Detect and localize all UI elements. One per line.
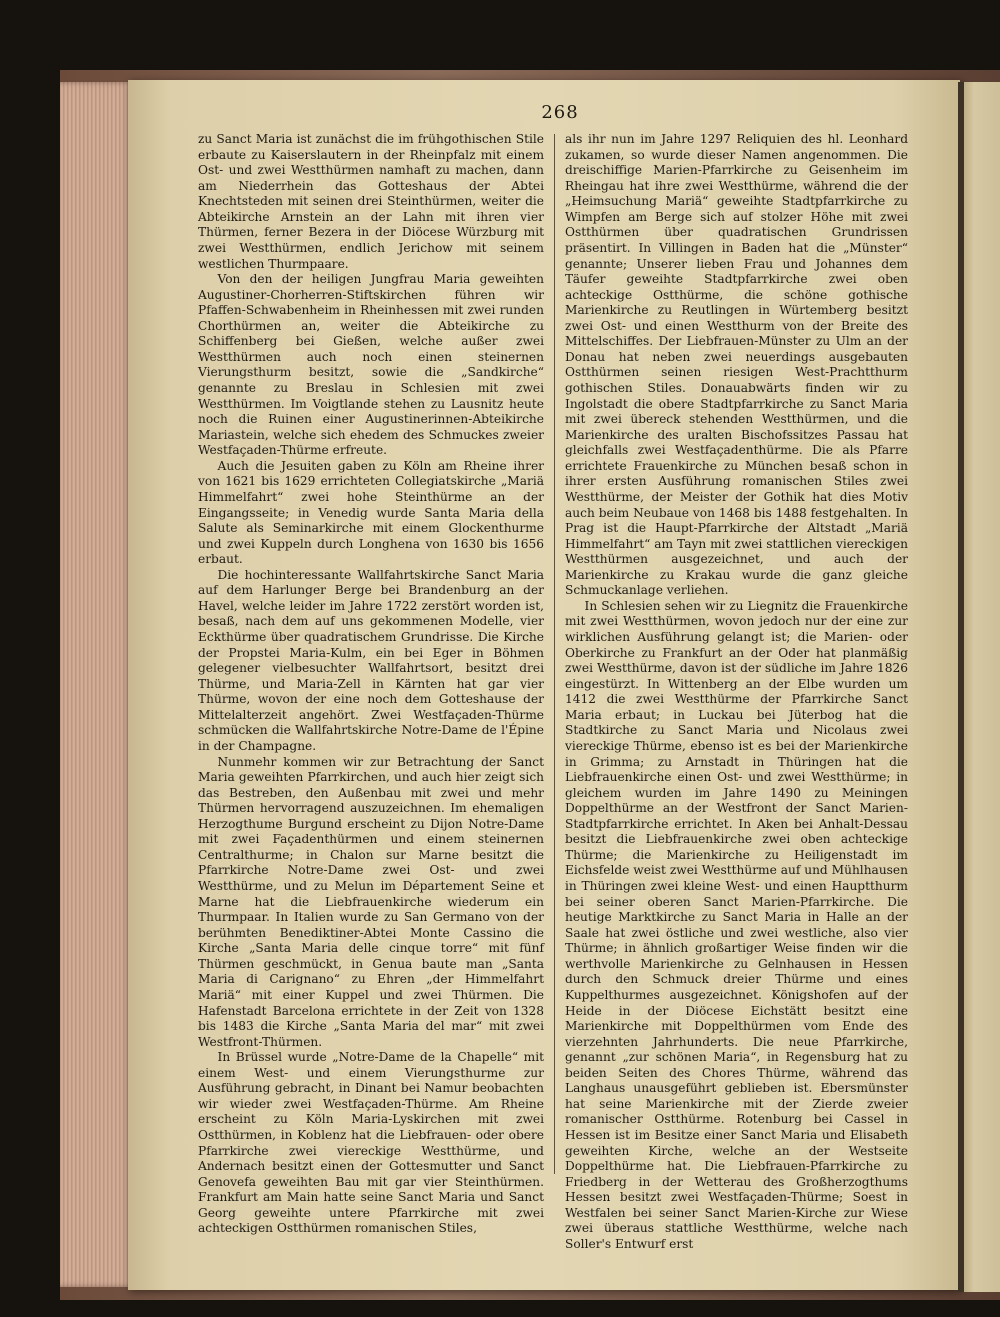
page-gutter	[958, 82, 964, 1292]
paragraph: In Brüssel wurde „Notre-Dame de la Chapelle“ mit einem West- und einem Vierungsthurme zur Ausführung gebracht, in Dinant bei Namur beobachten wir wieder zwei Westfaçaden-Thürme. Am Rheine erscheint zu Köln Maria-Lyskirchen mit zwei Ostthürmen, in Koblenz hat die Liebfrauen- oder obere Pfarrkirche zwei viereckige Westthürme, und Andernach besitzt einen der Gottesmutter und Sanct Genovefa geweihten Bau mit gar vier Steinthürmen. Frankfurt am Main hatte seine Sanct Maria und Sanct Georg geweihte untere Pfarrkirche mit zwei achteckigen Ostthürmen romanischen Stiles,	[198, 1050, 544, 1236]
page-stack-edge	[60, 82, 134, 1287]
facing-page-edge	[960, 82, 1000, 1292]
page-number: 268	[541, 102, 579, 123]
paragraph: Die hochinteressante Wallfahrtskirche Sanct Maria auf dem Harlunger Berge bei Brandenburg an der Havel, welche leider im Jahre 1722 zerstört worden ist, besaß, nach dem auf uns gekommenen Modelle, vier Eckthürme über quadratischem Grundrisse. Die Kirche der Propstei Maria-Kulm, ein bei Eger in Böhmen gelegener vielbesuchter Wallfahrtsort, besitzt drei Thürme, und Maria-Zell in Kärnten hat gar vier Thürme, wovon der eine noch dem Gotteshause der Mittelalterzeit angehört. Zwei Westfaçaden-Thürme schmücken die Wallfahrtskirche Notre-Dame de l'Épine in der Champagne.	[198, 567, 544, 753]
paragraph: In Schlesien sehen wir zu Liegnitz die Frauenkirche mit zwei Westthürmen, wovon jedoch nur der eine zur wirklichen Ausführung gelangt ist; die Marien- oder Oberkirche zu Frankfurt an der Oder hat planmäßig zwei Westthürme, davon ist der südliche im Jahre 1826 eingestürzt. In Wittenberg an der Elbe wurden um 1412 die zwei Westthürme der Pfarrkirche Sanct Maria erbaut; in Luckau bei Jüterbog hat die Stadtkirche zu Sanct Maria und Nicolaus zwei viereckige Thürme, ebenso ist es bei der Marienkirche in Grimma; zu Arnstadt in Thüringen hat die Liebfrauenkirche einen Ost- und zwei Westthürme; in gleichem wurden im Jahre 1490 zu Meiningen Doppelthürme an der Westfront der Sanct Marien-Stadtpfarrkirche errichtet. In Aken bei Anhalt-Dessau besitzt die Liebfrauenkirche zwei oben achteckige Thürme; die Marienkirche zu Heiligenstadt im Eichsfelde weist zwei Westthürme auf und Mühlhausen in Thüringen zwei kleine West- und einen Hauptthurm bei seiner oberen Sanct Marien-Pfarrkirche. Die heutige Marktkirche zu Sanct Maria in Halle an der Saale hat zwei östliche und zwei westliche, also vier Thürme; in ähnlich großartiger Weise finden wir die werthvolle Marienkirche zu Gelnhausen in Hessen durch den Schmuck dreier Thürme und eines Kuppelthurmes ausgezeichnet. Königshofen auf der Heide in der Diöcese Eichstätt besitzt eine Marienkirche mit Doppelthürmen vom Ende des vierzehnten Jahrhunderts. Die neue Pfarrkirche, genannt „zur schönen Maria“, in Regensburg hat zu beiden Seiten des Chores Thürme, während das Langhaus unausgeführt geblieben ist. Ebersmünster hat seine Marienkirche mit der Zierde zweier romanischer Ostthürme. Rotenburg bei Cassel in Hessen ist im Besitze einer Sanct Maria und Elisabeth geweihten Kirche, welche an der Westseite Doppelthürme hat. Die Liebfrauen-Pfarrkirche zu Friedberg in der Wetterau des Großherzogthums Hessen besitzt zwei Westfaçaden-Thürme; Soest in Westfalen bei seiner Sanct Marien-Kirche zur Wiese zwei überaus stattliche Westthürme, welche nach Soller's Entwurf erst	[565, 598, 908, 1251]
paragraph: zu Sanct Maria ist zunächst die im frühgothischen Stile erbaute zu Kaiserslautern in der Rheinpfalz mit einem Ost- und zwei Westthürmen namhaft zu machen, dann am Niederrhein das Gotteshaus der Abtei Knechtsteden mit seinen drei Steinthürmen, weiter die Abteikirche Arnstein an der Lahn mit ihren vier Thürmen, ferner Bezera in der Diöcese Würzburg mit zwei Westthürmen, endlich Jerichow mit seinem westlichen Thurmpaare.	[198, 132, 544, 271]
paragraph: Auch die Jesuiten gaben zu Köln am Rheine ihrer von 1621 bis 1629 errichteten Collegiatskirche „Mariä Himmelfahrt“ zwei hohe Steinthürme an der Eingangsseite; in Venedig wurde Santa Maria della Salute als Seminarkirche mit einem Glockenthurme und zwei Kuppeln durch Longhena von 1630 bis 1656 erbaut.	[198, 458, 544, 567]
column-divider	[554, 134, 555, 1174]
paragraph: als ihr nun im Jahre 1297 Reliquien des hl. Leonhard zukamen, so wurde dieser Namen angenommen. Die dreischiffige Marien-Pfarrkirche zu Geisenheim im Rheingau hat ihre zwei Westthürme, während die der „Heimsuchung Mariä“ geweihte Stadtpfarrkirche zu Wimpfen am Berge sich auf stolzer Höhe mit zwei Ostthürmen über quadratischen Grundrissen präsentirt. In Villingen in Baden hat die „Münster“ genannte; Unserer lieben Frau und Johannes dem Täufer geweihte Stadtpfarrkirche zwei oben achteckige Ostthürme, die schöne gothische Marienkirche zu Reutlingen in Würtemberg besitzt zwei Ost- und einen Westthurm von der Breite des Mittelschiffes. Der Liebfrauen-Münster zu Ulm an der Donau hat neben zwei neuerdings ausgebauten Ostthürmen seinen riesigen West-Prachtthurm gothischen Stiles. Donauabwärts finden wir zu Ingolstadt die obere Stadtpfarrkirche zu Sanct Maria mit zwei übereck stehenden Westthürmen, und die Marienkirche des uralten Bischofssitzes Passau hat gleichfalls zwei Westfaçadenthürme. Die als Pfarre errichtete Frauenkirche zu München besaß schon in ihrer ersten Ausführung romanischen Stiles zwei Westthürme, der Meister der Gothik hat dies Motiv auch beim Neubaue von 1468 bis 1488 festgehalten. In Prag ist die Haupt-Pfarrkirche der Altstadt „Mariä Himmelfahrt“ am Tayn mit zwei stattlichen viereckigen Westthürmen ausgezeichnet, und auch der Marienkirche zu Krakau wurde die ganz gleiche Schmuckanlage verliehen.	[565, 132, 908, 598]
paragraph: Nunmehr kommen wir zur Betrachtung der Sanct Maria geweihten Pfarrkirchen, und auch hier zeigt sich das Bestreben, den Außenbau mit zwei und mehr Thürmen hervorragend auszuzeichnen. Im ehemaligen Herzogthume Burgund erscheint zu Dijon Notre-Dame mit zwei Façadenthürmen und einem steinernen Centralthurme; in Chalon sur Marne besitzt die Pfarrkirche Notre-Dame zwei Ost- und zwei Westthürme, und zu Melun im Département Seine et Marne hat die Liebfrauenkirche wiederum ein Thurmpaar. In Italien wurde zu San Germano von der berühmten Benediktiner-Abtei Monte Cassino die Kirche „Santa Maria delle cinque torre“ mit fünf Thürmen geschmückt, in Genua baute man „Santa Maria di Carignano“ zu Ehren „der Himmelfahrt Mariä“ mit einer Kuppel und zwei Thürmen. Die Hafenstadt Barcelona errichtete in der Zeit von 1328 bis 1483 die Kirche „Santa Maria del mar“ mit zwei Westfront-Thürmen.	[198, 754, 544, 1049]
paragraph: Von den der heiligen Jungfrau Maria geweihten Augustiner-Chorherren-Stiftskirchen führen wir Pfaffen-Schwabenheim in Rheinhessen mit zwei runden Chorthürmen an, weiter die Abteikirche zu Schiffenberg bei Gießen, welche außer zwei Westthürmen auch noch einen steinernen Vierungsthurm besitzt, sowie die „Sandkirche“ genannte zu Breslau in Schlesien mit zwei Westthürmen. Im Voigtlande stehen zu Lausnitz heute noch die Ruinen einer Augustinerinnen-Abteikirche Mariastein, welche sich ehedem des Schmuckes zweier Westfaçaden-Thürme erfreute.	[198, 272, 544, 458]
text-column-right	[565, 132, 908, 1253]
text-column-left	[198, 132, 544, 1237]
